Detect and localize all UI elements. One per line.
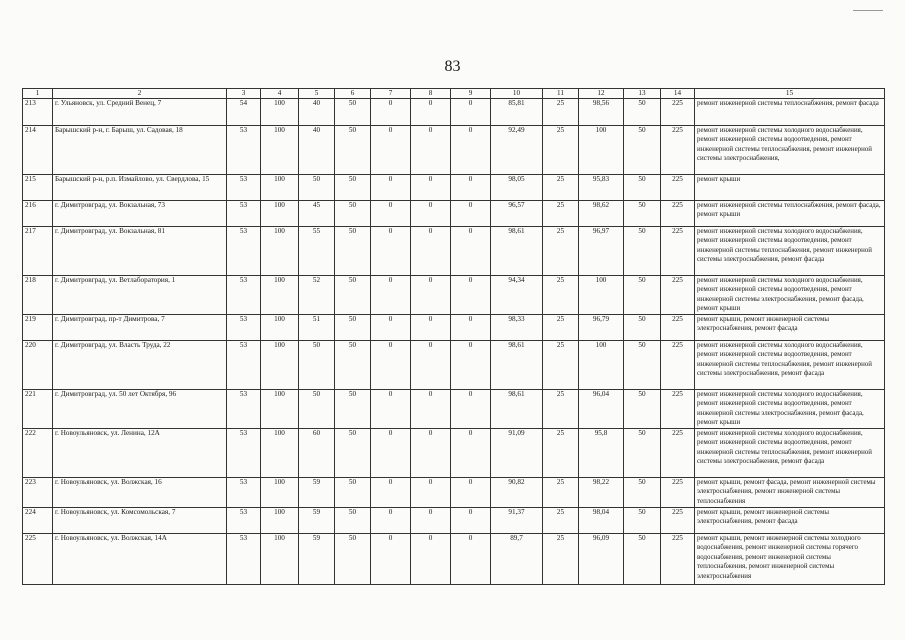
- cell-col-9: 0: [451, 478, 491, 508]
- cell-col-5: 40: [299, 126, 335, 175]
- cell-col-4: 100: [261, 227, 299, 276]
- cell-col-14: 225: [661, 276, 695, 315]
- cell-address: г. Димитровград, ул. Ветлаборатория, 1: [53, 276, 227, 315]
- cell-col-4: 100: [261, 534, 299, 585]
- cell-col-12: 95,8: [579, 429, 624, 478]
- cell-col-10: 98,61: [491, 227, 543, 276]
- cell-col-10: 98,05: [491, 175, 543, 201]
- table-row: [23, 429, 885, 478]
- cell-col-7: 0: [371, 341, 411, 390]
- cell-col-13: 50: [624, 315, 661, 341]
- cell-work-types: ремонт инженерной системы теплоснабжения, ремонт фасада, ремонт крыши: [695, 201, 885, 227]
- cell-col-11: 25: [543, 99, 579, 126]
- cell-address: г. Новоульяновск, ул. Волжская, 14А: [53, 534, 227, 585]
- cell-col-3: 53: [227, 201, 261, 227]
- cell-col-10: 98,61: [491, 390, 543, 429]
- cell-col-6: 50: [335, 534, 371, 585]
- cell-address: г. Новоульяновск, ул. Комсомольская, 7: [53, 508, 227, 534]
- cell-col-3: 53: [227, 534, 261, 585]
- cell-col-10: 92,49: [491, 126, 543, 175]
- column-header-14: 14: [661, 89, 695, 99]
- cell-col-13: 50: [624, 126, 661, 175]
- cell-col-3: 53: [227, 276, 261, 315]
- cell-col-11: 25: [543, 227, 579, 276]
- cell-col-10: 94,34: [491, 276, 543, 315]
- cell-col-7: 0: [371, 126, 411, 175]
- cell-col-6: 50: [335, 429, 371, 478]
- cell-col-4: 100: [261, 201, 299, 227]
- cell-row-number: 223: [23, 478, 53, 508]
- cell-col-13: 50: [624, 429, 661, 478]
- column-header-9: 9: [451, 89, 491, 99]
- column-header-8: 8: [411, 89, 451, 99]
- column-header-2: 2: [53, 89, 227, 99]
- column-header-7: 7: [371, 89, 411, 99]
- cell-col-14: 225: [661, 534, 695, 585]
- cell-col-5: 59: [299, 534, 335, 585]
- cell-col-10: 89,7: [491, 534, 543, 585]
- cell-col-8: 0: [411, 534, 451, 585]
- cell-col-13: 50: [624, 341, 661, 390]
- cell-work-types: ремонт инженерной системы холодного водоснабжения, ремонт инженерной системы водоотведения, ремонт инженерной системы электроснабжения, ремонт фасада, ремонт крыши: [695, 276, 885, 315]
- cell-row-number: 222: [23, 429, 53, 478]
- cell-col-3: 53: [227, 227, 261, 276]
- cell-col-3: 53: [227, 126, 261, 175]
- cell-col-11: 25: [543, 201, 579, 227]
- table-row: [23, 534, 885, 585]
- cell-col-12: 96,79: [579, 315, 624, 341]
- cell-col-8: 0: [411, 276, 451, 315]
- cell-work-types: ремонт инженерной системы теплоснабжения, ремонт фасада: [695, 99, 885, 126]
- column-header-13: 13: [624, 89, 661, 99]
- cell-col-12: 98,56: [579, 99, 624, 126]
- column-header-12: 12: [579, 89, 624, 99]
- cell-col-3: 54: [227, 99, 261, 126]
- cell-col-7: 0: [371, 315, 411, 341]
- cell-work-types: ремонт крыши: [695, 175, 885, 201]
- cell-address: Барышский р-н, р.п. Измайлово, ул. Свердлова, 15: [53, 175, 227, 201]
- cell-col-4: 100: [261, 99, 299, 126]
- cell-col-13: 50: [624, 478, 661, 508]
- cell-col-11: 25: [543, 315, 579, 341]
- cell-col-7: 0: [371, 390, 411, 429]
- cell-col-3: 53: [227, 478, 261, 508]
- cell-col-8: 0: [411, 315, 451, 341]
- cell-col-10: 96,57: [491, 201, 543, 227]
- cell-address: г. Димитровград, ул. Вокзальная, 73: [53, 201, 227, 227]
- cell-work-types: ремонт крыши, ремонт инженерной системы электроснабжения, ремонт фасада: [695, 315, 885, 341]
- column-header-3: 3: [227, 89, 261, 99]
- cell-col-6: 50: [335, 478, 371, 508]
- cell-row-number: 214: [23, 126, 53, 175]
- cell-work-types: ремонт крыши, ремонт инженерной системы холодного водоснабжения, ремонт инженерной системы горячего водоснабжения, ремонт инженерной системы теплоснабжения, ремонт инженерной системы электроснабжения: [695, 534, 885, 585]
- cell-col-3: 53: [227, 315, 261, 341]
- cell-col-14: 225: [661, 508, 695, 534]
- cell-col-7: 0: [371, 429, 411, 478]
- cell-col-9: 0: [451, 175, 491, 201]
- cell-col-6: 50: [335, 126, 371, 175]
- cell-col-9: 0: [451, 99, 491, 126]
- cell-address: г. Димитровград, ул. 50 лет Октября, 96: [53, 390, 227, 429]
- cell-col-9: 0: [451, 390, 491, 429]
- cell-col-9: 0: [451, 315, 491, 341]
- cell-col-13: 50: [624, 99, 661, 126]
- table-row: [23, 99, 885, 126]
- cell-address: г. Димитровград, ул. Власть Труда, 22: [53, 341, 227, 390]
- table-row: [23, 478, 885, 508]
- cell-col-8: 0: [411, 175, 451, 201]
- cell-row-number: 220: [23, 341, 53, 390]
- cell-col-13: 50: [624, 390, 661, 429]
- cell-col-13: 50: [624, 534, 661, 585]
- cell-col-12: 98,04: [579, 508, 624, 534]
- cell-col-10: 91,09: [491, 429, 543, 478]
- cell-row-number: 219: [23, 315, 53, 341]
- cell-col-6: 50: [335, 390, 371, 429]
- top-rule: [853, 10, 883, 11]
- cell-work-types: ремонт инженерной системы холодного водоснабжения, ремонт инженерной системы водоотведения, ремонт инженерной системы теплоснабжения, ремонт инженерной системы электроснабжения, ремонт фасада: [695, 429, 885, 478]
- cell-col-8: 0: [411, 201, 451, 227]
- cell-col-7: 0: [371, 276, 411, 315]
- cell-col-14: 225: [661, 175, 695, 201]
- cell-row-number: 213: [23, 99, 53, 126]
- repair-program-table: [22, 88, 885, 585]
- cell-col-12: 98,22: [579, 478, 624, 508]
- cell-col-13: 50: [624, 276, 661, 315]
- cell-col-5: 59: [299, 478, 335, 508]
- cell-col-8: 0: [411, 126, 451, 175]
- cell-row-number: 215: [23, 175, 53, 201]
- cell-col-5: 59: [299, 508, 335, 534]
- cell-col-6: 50: [335, 276, 371, 315]
- cell-col-13: 50: [624, 508, 661, 534]
- cell-col-14: 225: [661, 227, 695, 276]
- cell-col-3: 53: [227, 429, 261, 478]
- cell-col-14: 225: [661, 315, 695, 341]
- cell-col-9: 0: [451, 429, 491, 478]
- table-row: [23, 390, 885, 429]
- cell-col-11: 25: [543, 534, 579, 585]
- cell-col-4: 100: [261, 390, 299, 429]
- cell-row-number: 217: [23, 227, 53, 276]
- cell-work-types: ремонт крыши, ремонт фасада, ремонт инженерной системы электроснабжения, ремонт инженерной системы теплоснабжения: [695, 478, 885, 508]
- cell-col-4: 100: [261, 276, 299, 315]
- cell-col-4: 100: [261, 315, 299, 341]
- cell-col-9: 0: [451, 534, 491, 585]
- cell-col-12: 95,83: [579, 175, 624, 201]
- cell-col-3: 53: [227, 508, 261, 534]
- cell-col-5: 40: [299, 99, 335, 126]
- cell-work-types: ремонт инженерной системы холодного водоснабжения, ремонт инженерной системы водоотведения, ремонт инженерной системы теплоснабжения, ремонт инженерной системы электроснабжения,: [695, 126, 885, 175]
- table-row: [23, 341, 885, 390]
- header-row: [23, 89, 885, 99]
- cell-col-11: 25: [543, 478, 579, 508]
- cell-address: г. Ульяновск, ул. Средний Венец, 7: [53, 99, 227, 126]
- cell-col-12: 98,62: [579, 201, 624, 227]
- cell-col-10: 98,33: [491, 315, 543, 341]
- cell-address: г. Димитровград, ул. Вокзальная, 81: [53, 227, 227, 276]
- cell-col-8: 0: [411, 341, 451, 390]
- cell-col-7: 0: [371, 99, 411, 126]
- cell-col-5: 51: [299, 315, 335, 341]
- cell-col-7: 0: [371, 201, 411, 227]
- cell-col-14: 225: [661, 478, 695, 508]
- cell-col-7: 0: [371, 534, 411, 585]
- cell-col-9: 0: [451, 201, 491, 227]
- cell-col-11: 25: [543, 175, 579, 201]
- cell-col-14: 225: [661, 201, 695, 227]
- page-number: 83: [444, 58, 461, 75]
- cell-col-8: 0: [411, 508, 451, 534]
- cell-col-10: 98,61: [491, 341, 543, 390]
- cell-address: Барышский р-н, г. Барыш, ул. Садовая, 18: [53, 126, 227, 175]
- cell-address: г. Димитровград, пр-т Димитрова, 7: [53, 315, 227, 341]
- cell-col-14: 225: [661, 99, 695, 126]
- cell-col-11: 25: [543, 276, 579, 315]
- cell-col-10: 91,37: [491, 508, 543, 534]
- cell-col-9: 0: [451, 227, 491, 276]
- cell-row-number: 218: [23, 276, 53, 315]
- cell-col-10: 90,82: [491, 478, 543, 508]
- cell-col-11: 25: [543, 508, 579, 534]
- table-row: [23, 201, 885, 227]
- cell-col-14: 225: [661, 341, 695, 390]
- column-header-10: 10: [491, 89, 543, 99]
- cell-col-5: 50: [299, 175, 335, 201]
- column-header-6: 6: [335, 89, 371, 99]
- cell-col-9: 0: [451, 126, 491, 175]
- cell-col-5: 55: [299, 227, 335, 276]
- cell-row-number: 221: [23, 390, 53, 429]
- cell-col-8: 0: [411, 390, 451, 429]
- cell-col-14: 225: [661, 126, 695, 175]
- cell-col-14: 225: [661, 429, 695, 478]
- cell-col-8: 0: [411, 227, 451, 276]
- cell-col-8: 0: [411, 99, 451, 126]
- column-header-1: 1: [23, 89, 53, 99]
- cell-work-types: ремонт инженерной системы холодного водоснабжения, ремонт инженерной системы водоотведения, ремонт инженерной системы теплоснабжения, ремонт инженерной системы электроснабжения, ремонт фасада: [695, 341, 885, 390]
- cell-col-7: 0: [371, 508, 411, 534]
- cell-col-5: 60: [299, 429, 335, 478]
- cell-col-7: 0: [371, 227, 411, 276]
- cell-col-12: 96,04: [579, 390, 624, 429]
- cell-col-9: 0: [451, 508, 491, 534]
- cell-col-5: 50: [299, 341, 335, 390]
- table-row: [23, 126, 885, 175]
- table-row: [23, 508, 885, 534]
- cell-col-11: 25: [543, 429, 579, 478]
- cell-col-5: 50: [299, 390, 335, 429]
- cell-col-7: 0: [371, 478, 411, 508]
- cell-col-6: 50: [335, 341, 371, 390]
- cell-col-3: 53: [227, 390, 261, 429]
- cell-col-9: 0: [451, 276, 491, 315]
- cell-work-types: ремонт инженерной системы холодного водоснабжения, ремонт инженерной системы водоотведения, ремонт инженерной системы электроснабжения, ремонт фасада, ремонт крыши: [695, 390, 885, 429]
- cell-col-6: 50: [335, 508, 371, 534]
- cell-address: г. Новоульяновск, ул. Волжская, 16: [53, 478, 227, 508]
- table-row: [23, 175, 885, 201]
- cell-row-number: 225: [23, 534, 53, 585]
- cell-col-12: 96,09: [579, 534, 624, 585]
- cell-col-7: 0: [371, 175, 411, 201]
- cell-col-4: 100: [261, 478, 299, 508]
- cell-col-9: 0: [451, 341, 491, 390]
- cell-col-13: 50: [624, 227, 661, 276]
- cell-col-4: 100: [261, 175, 299, 201]
- cell-col-6: 50: [335, 99, 371, 126]
- cell-col-4: 100: [261, 429, 299, 478]
- cell-col-4: 100: [261, 341, 299, 390]
- column-header-4: 4: [261, 89, 299, 99]
- cell-row-number: 224: [23, 508, 53, 534]
- cell-col-4: 100: [261, 126, 299, 175]
- column-header-5: 5: [299, 89, 335, 99]
- cell-col-5: 45: [299, 201, 335, 227]
- cell-col-12: 100: [579, 276, 624, 315]
- cell-col-10: 85,81: [491, 99, 543, 126]
- cell-col-3: 53: [227, 175, 261, 201]
- cell-col-11: 25: [543, 341, 579, 390]
- cell-col-4: 100: [261, 508, 299, 534]
- cell-col-13: 50: [624, 201, 661, 227]
- cell-row-number: 216: [23, 201, 53, 227]
- cell-col-8: 0: [411, 429, 451, 478]
- cell-col-8: 0: [411, 478, 451, 508]
- cell-col-3: 53: [227, 341, 261, 390]
- cell-address: г. Новоульяновск, ул. Ленина, 12А: [53, 429, 227, 478]
- cell-col-11: 25: [543, 126, 579, 175]
- cell-col-6: 50: [335, 175, 371, 201]
- cell-col-6: 50: [335, 227, 371, 276]
- cell-col-6: 50: [335, 315, 371, 341]
- cell-work-types: ремонт инженерной системы холодного водоснабжения, ремонт инженерной системы водоотведения, ремонт инженерной системы теплоснабжения, ремонт инженерной системы электроснабжения, ремонт фасада: [695, 227, 885, 276]
- cell-col-5: 52: [299, 276, 335, 315]
- cell-col-12: 100: [579, 126, 624, 175]
- cell-col-6: 50: [335, 201, 371, 227]
- cell-col-12: 96,97: [579, 227, 624, 276]
- table-row: [23, 315, 885, 341]
- cell-col-12: 100: [579, 341, 624, 390]
- table-row: [23, 227, 885, 276]
- table-row: [23, 276, 885, 315]
- cell-col-14: 225: [661, 390, 695, 429]
- column-header-11: 11: [543, 89, 579, 99]
- cell-col-11: 25: [543, 390, 579, 429]
- cell-col-13: 50: [624, 175, 661, 201]
- cell-work-types: ремонт крыши, ремонт инженерной системы электроснабжения, ремонт фасада: [695, 508, 885, 534]
- column-header-15: 15: [695, 89, 885, 99]
